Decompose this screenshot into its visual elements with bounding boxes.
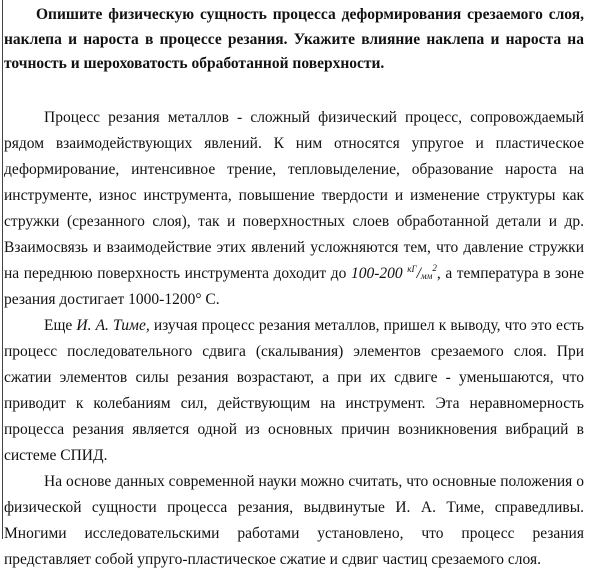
page-left-border [2, 0, 3, 539]
paragraph-2-text-b: изучая процесс резания металлов, пришел к выводу, что это есть процесс последовательного сдвига (скалывания) элементов срезаемого слоя. При сжатии элементов силы резания возрастают, а при их сдвиге - уменьшаются, что приводит к колебаниям сил, действующим на инструмент. Эта неравномерность процесса резания является одной из основных причин возникновения вибраций в системе СПИД. [4, 317, 584, 464]
pressure-unit-slash: / [416, 265, 421, 282]
paragraph-1-text-a: Процесс резания металлов - сложный физический процесс, сопровождаемый рядом взаимодействующих явлений. К ним относятся упругое и пластическое деформирование, интенсивное трение, тепловыделение, образование нароста на инструменте, износ инструмента, повышение твердости и изменение структуры как стружки (срезанного слоя), так и поверхностных слоев обработанной детали и др. Взаимосвязь и взаимодействие этих явлений усложняются тем, что давление стружки на переднюю поверхность инструмента доходит до [4, 109, 584, 282]
pressure-unit-denominator: мм [420, 271, 433, 281]
pressure-unit [407, 265, 437, 282]
pressure-unit-power: 2 [432, 263, 437, 273]
paragraph-2 [4, 313, 584, 469]
pressure-value: 100-200 [350, 265, 403, 282]
answer-body [4, 105, 584, 573]
pressure-unit-numerator: кГ [407, 264, 417, 274]
paragraph-1-text-b: , а температура в зоне резания достигает 1000-1200° С. [4, 265, 585, 308]
paragraph-2-text-a: Еще [44, 317, 77, 334]
paragraph-1 [4, 105, 584, 313]
paragraph-3: На основе данных современной науки можно считать, что основные положения о физической сущности процесса резания, выдвинутые И. А. Тиме, справедливы. Многими исследовательскими работами установлено, что процесс резания представляет собой упруго-пластическое сжатие и сдвиг частиц срезаемого слоя. [4, 473, 584, 568]
author-name: И. А. Тиме, [76, 317, 150, 334]
question-heading: Опишите физическую сущность процесса деформирования срезаемого слоя, наклепа и нароста в процессе резания. Укажите влияние наклепа и нароста на точность и шероховатость обработанной поверхности. [4, 6, 584, 72]
